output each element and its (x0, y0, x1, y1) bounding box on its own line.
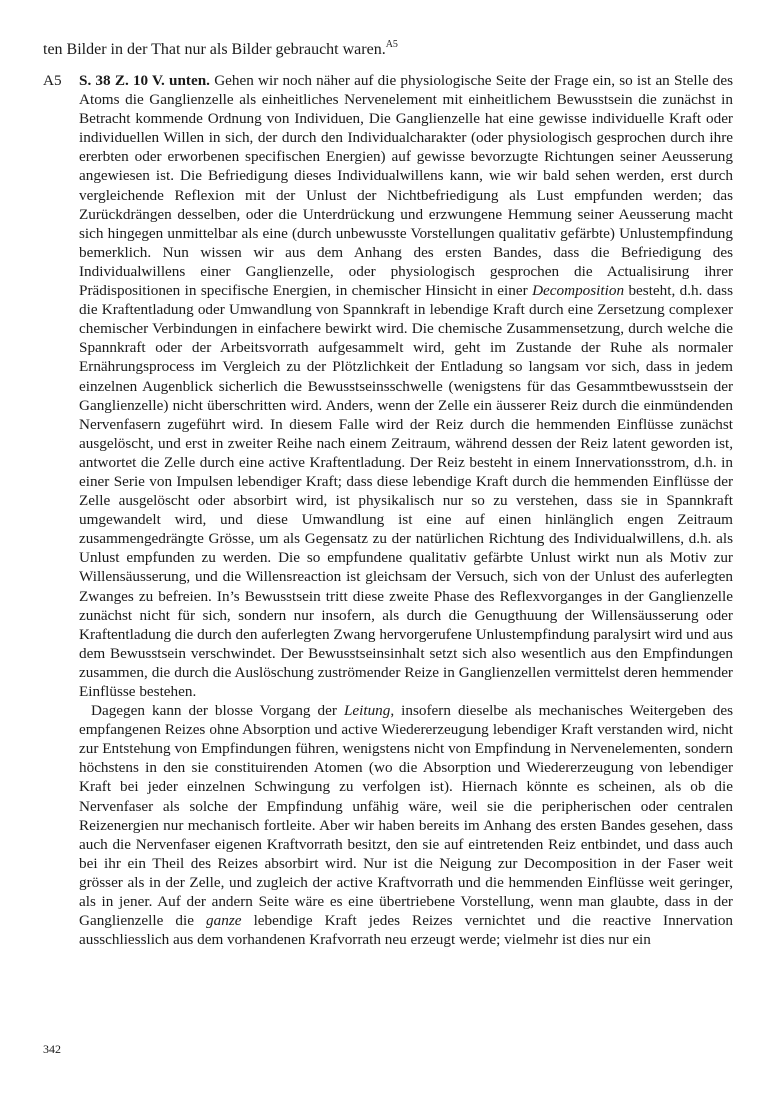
note-paragraph-1 (79, 71, 733, 701)
continuation-text: ten Bilder in der That nur als Bilder gebraucht waren. (43, 41, 386, 58)
paragraph-text: besteht, d.h. dass die Kraftentladung oder Umwandlung von Spannkraft in lebendige Kraft durch eine Zersetzung complexer chemischer Verbindungen in einfachere bewirkt wird. Die chemische Zusammensetzung, durch welche die Spannkraft oder der Arbeitsvorrath aufgesammelt wird, geht im Zustande der Ruhe als normaler Ernährungsprocess im Vergleich zu der Plötzlichkeit der Entladung so langsam vor sich, dass in jedem einzelnen Augenblick sicherlich die Bewusstseinsschwelle (wenigstens für das Gesammtbewusstsein der Ganglienzelle) nicht überschritten wird. Anders, wenn der Zelle ein äusserer Reiz durch die einmündenden Nervenfasern zugeführt wird. In diesem Falle wird der Reiz durch die hemmenden Einflüsse zunächst ausgelöscht, und erst in zweiter Reihe nach einem Zeitraum, während dessen der Reiz latent geworden ist, antwortet die Zelle durch eine active Kraftentladung. Der Reiz besteht in einem Innervationsstrom, d.h. in einer Serie von Impulsen lebendiger Kraft; dass diese lebendige Kraft durch die hemmenden Einflüsse der Zelle ausgelöscht oder absorbirt wird, ist physikalisch nur so zu verstehen, dass sie in Spannkraft umgewandelt wird, und diese Umwandlung ist eine auf einen hinlänglich engen Zeitraum zusammengedrängte Grösse, um als Gegensatz zu der natürlichen Richtung des Individualwillens, d.h. als Unlust empfunden zu werden. Die so empfundene qualitativ gefärbte Unlust wirkt nun als Motiv zur Willensäusserung, und die Willensreaction ist gleichsam der Versuch, sich von der Unlust des auferlegten Zwanges zu befreien. In’s Bewusstsein tritt diese zweite Phase des Reflexvorganges in der Ganglienzelle zunächst nicht für sich, sondern nur insofern, als durch die Genugthuung der Willensäusserung oder Kraftentladung die durch den auferlegten Zwang hervorgerufene Unlustempfindung paralysirt wird und aus dem Bewusstsein verschwindet. Der Bewusstseinsinhalt setzt sich also wesentlich aus den Empfindungen zusammen, die durch die Auslöschung zuströmender Reize in Ganglienzellen vermittelst deren hemmender Einflüsse bestehen. (79, 282, 734, 700)
note-paragraph-2 (79, 701, 733, 949)
note-label: A5 (43, 72, 62, 89)
emphasis-leitung: Leitung (343, 702, 391, 720)
footnote-marker: A5 (385, 39, 398, 50)
paragraph-text: lebendige Kraft jedes Reizes vernichtet und die reactive Innervation ausschliesslich aus dem vorhandenen Krafvorrath neu erzeugt werde; vielmehr ist dies nur ein (79, 912, 734, 949)
paragraph-text: Gehen wir noch näher auf die physiologische Seite der Frage ein, so ist an Stelle des Atoms die Ganglienzelle als einheitliches Nervenelement mit einheitlichem Bewusstsein die zunächst in Betracht kommende Ordnung von Individuen, Die Ganglienzelle hat eine gewisse individuelle Kraft oder individuellen Willen in sich, der durch den Individualcharakter (oder physiologisch gesprochen durch ihre ererbten oder erworbenen specifischen Energien) auf gewisse bevorzugte Richtungen seiner Aeusserung angewiesen ist. Die Befriedigung dieses Individualwillens kann, wie wir bald sehen werden, erst durch vergleichende Reflexion mit der Unlust der Nichtbefriedigung als Lust empfunden werden; das Zurückdrängen desselben, oder die Unterdrückung und erzwungene Hemmung seiner Aeusserung macht sich hingegen unmittelbar als eine (durch unbewusste Vorstellungen qualitativ gefärbte) Unlustempfindung bemerklich. Nun wissen wir aus dem Anhang des ersten Bandes, dass die Befriedigung des Individualwillens einer Ganglienzelle, oder physiologisch gesprochen die Actualisirung ihrer Prädispositionen in specifische Energien, in chemischer Hinsicht in einer (79, 72, 733, 300)
paragraph-text: Dagegen kann der blosse Vorgang der (91, 702, 337, 720)
paragraph-text: , insofern dieselbe als mechanisches Weitergeben des empfangenen Reizes ohne Absorption und active Wiedererzeugung lebendiger Kraft verstanden wird, nicht zur Entstehung von Empfindungen führen, wenigstens nicht von Empfindung in Nervenelementen, sondern höchstens in den sie constituirenden Atomen (wo die Absorption und Wiedererzeugung von lebendiger Kraft bei jeder einzelnen Schwingung zu verfolgen ist). Hiernach könnte es scheinen, als ob die Nervenfaser als solche der Empfindung unfähig wäre, weil sie die peripherischen oder centralen Reizenergien nur mechanisch fortleite. Aber wir haben bereits im Anhang des ersten Bandes gesehen, dass auch die Nervenfaser eigenen Kraftvorrath besitzt, den sie auf eintretenden Reiz entbindet, und dass auch bei ihr ein Theil des Reizes absorbirt wird. Nur ist die Neigung zur Decomposition in der Faser weit grösser als in der Zelle, und zugleich der active Kraftvorrath und die hemmenden Einflüsse weit geringer, als in jener. Auf der andern Seite wäre es eine übertriebene Vorstellung, wenn man glaubte, dass in der Ganglienzelle die (79, 702, 733, 930)
continuation-line (43, 40, 733, 60)
note-body (79, 71, 733, 949)
page-line-reference: S. 38 Z. 10 V. unten. (79, 72, 210, 89)
emphasis-ganze: ganze (206, 912, 242, 930)
page-number: 342 (43, 1042, 61, 1056)
emphasis-decomposition: Decomposition (532, 282, 625, 300)
